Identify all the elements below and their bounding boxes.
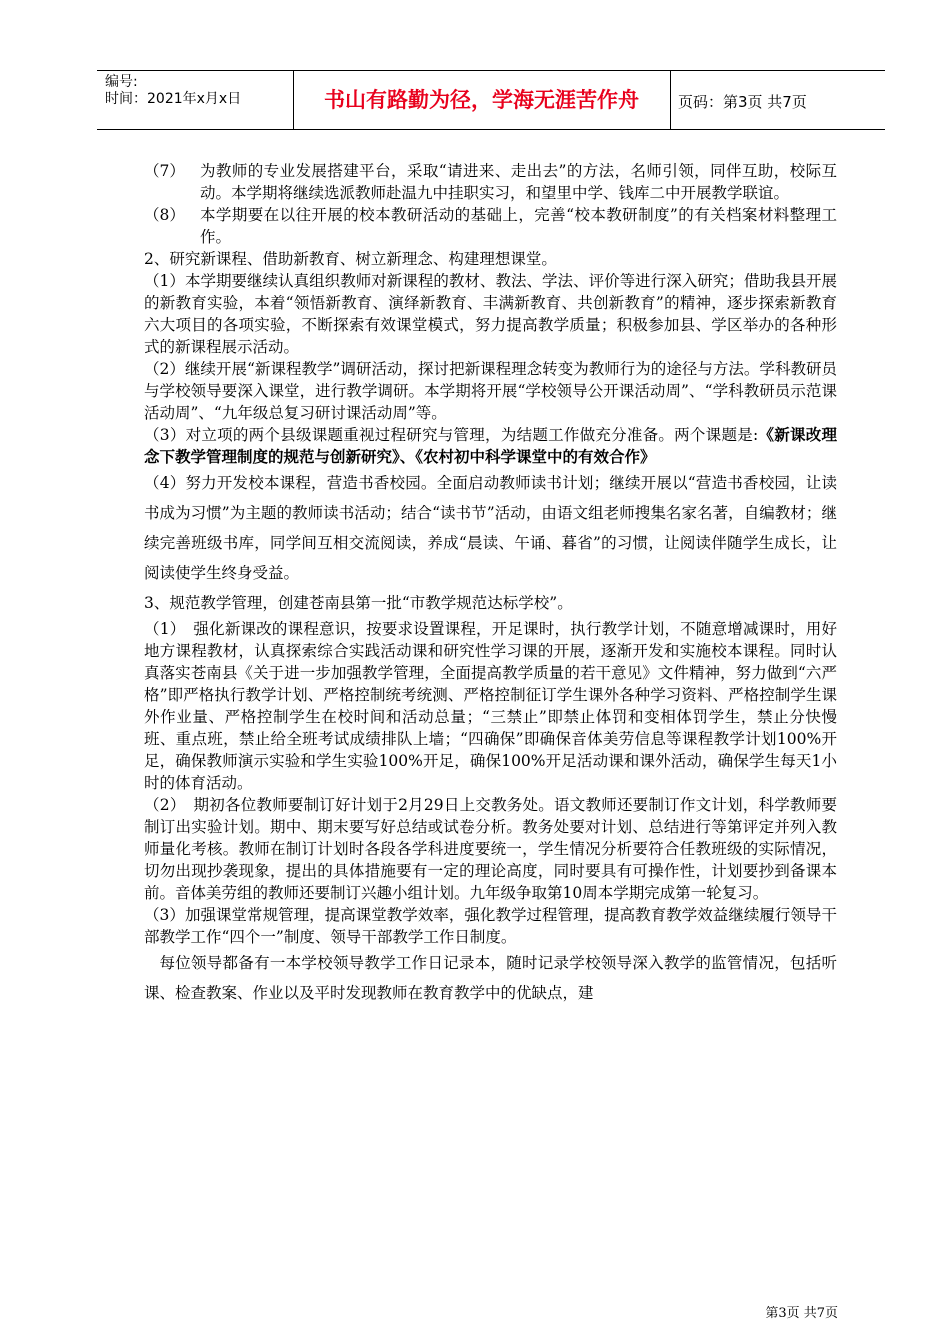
- section-2-heading: 2、研究新课程、借助新教育、树立新理念、构建理想课堂。: [144, 250, 557, 268]
- paragraph-lead-text: （3）对立项的两个县级课题重视过程研究与管理，为结题工作做充分准备。两个课题是:: [144, 426, 759, 444]
- section-3-paragraph-1: （1） 强化新课改的课程意识，按要求设置课程，开足课时，执行教学计划，不随意增减课时，用好地方课程教材，认真探索综合实践活动课和研究性学习课的开展，逐渐开发和实施校本课程。同时认真落实苍南县《关于进一步加强教学管理，全面提高教学质量的若干意见》文件精神，努力做到“六严格”即严格执行教学计划、严格控制统考统测、严格控制征订学生课外各种学习资料、严格控制学生课外作业量、严格控制学生在校时间和活动总量；“三禁止”即禁止体罚和变相体罚学生，禁止分快慢班、重点班，禁止给全班考试成绩排队上墙；“四确保”即确保音体美劳信息等课程教学计划100%开足，确保教师演示实验和学生实验100%开足，确保100%开足活动课和课外活动，确保学生每天1小时的体育活动。: [144, 620, 837, 792]
- header-meta-cell: [97, 71, 294, 129]
- header-page-code: 页码：第3页 共7页: [678, 93, 807, 111]
- document-body: [144, 160, 837, 1008]
- section-2-paragraph-4: （4）努力开发校本课程，营造书香校园。全面启动教师读书计划；继续开展以“营造书香校园，让读书成为习惯”为主题的教师读书活动；结合“读书节”活动，由语文组老师搜集名家名著，自编教材；继续完善班级书库，同学间互相交流阅读，养成“晨读、午诵、暮省”的习惯，让阅读伴随学生成长，让阅读使学生终身受益。: [144, 474, 837, 582]
- list-item-text: 为教师的专业发展搭建平台，采取“请进来、走出去”的方法，名师引领，同伴互助，校际互动。本学期将继续选派教师赴温九中挂职实习，和望里中学、钱库二中开展教学联谊。: [200, 162, 837, 202]
- page-footer: 第3页 共7页: [765, 1306, 838, 1321]
- document-time-label: 时间：2021年x月x日: [105, 91, 242, 107]
- document-number-label: 编号:: [105, 74, 138, 90]
- list-item-8: [144, 204, 837, 248]
- header-page-cell: [670, 71, 885, 129]
- header-motto: 书山有路勤为径，学海无涯苦作舟: [324, 88, 639, 112]
- research-topics-bold: 《新课改理念下教学管理制度的规范与创新研究》、《农村初中科学课堂中的有效合作》: [144, 425, 837, 466]
- list-item-number: （8）: [144, 206, 185, 224]
- list-item-text: 本学期要在以往开展的校本教研活动的基础上，完善“校本教研制度”的有关档案材料整理工作。: [200, 206, 837, 246]
- list-item-number: （7）: [144, 162, 185, 180]
- section-3-paragraph-4: 每位领导都备有一本学校领导教学工作日记录本，随时记录学校领导深入教学的监管情况，包括听课、检查教案、作业以及平时发现教师在教育教学中的优缺点，建: [144, 954, 837, 1002]
- page-header: [97, 70, 885, 130]
- section-3-paragraph-3: （3）加强课堂常规管理，提高课堂教学效率，强化教学过程管理，提高教育教学效益继续履行领导干部教学工作“四个一”制度、领导干部教学工作日制度。: [144, 906, 837, 946]
- section-2-paragraph-3: [144, 424, 837, 468]
- section-3-heading: 3、规范教学管理，创建苍南县第一批“市教学规范达标学校”。: [144, 594, 573, 612]
- section-2-paragraph-1: （1）本学期要继续认真组织教师对新课程的教材、教法、学法、评价等进行深入研究；借助我县开展的新教育实验，本着“领悟新教育、演绎新教育、丰满新教育、共创新教育”的精神，逐步探索新教育六大项目的各项实验，不断探索有效课堂模式，努力提高教学质量；积极参加县、学区举办的各种形式的新课程展示活动。: [144, 272, 837, 356]
- section-2-paragraph-2: （2）继续开展“新课程教学”调研活动，探讨把新课程理念转变为教师行为的途径与方法。学科教研员与学校领导要深入课堂，进行教学调研。本学期将开展“学校领导公开课活动周”、“学科教研员示范课活动周”、“九年级总复习研讨课活动周”等。: [144, 360, 837, 422]
- header-motto-cell: [293, 71, 671, 129]
- section-3-paragraph-2: （2） 期初各位教师要制订好计划于2月29日上交教务处。语文教师还要制订作文计划，科学教师要制订出实验计划。期中、期末要写好总结或试卷分析。教务处要对计划、总结进行等第评定并列入教师量化考核。教师在制订计划时各段各学科进度要统一，学生情况分析要符合任教班级的实际情况，切勿出现抄袭现象，提出的具体措施要有一定的理论高度，同时要具有可操作性，计划要抄到备课本前。音体美劳组的教师还要制订兴趣小组计划。九年级争取第10周本学期完成第一轮复习。: [144, 796, 837, 902]
- list-item-7: [144, 160, 837, 204]
